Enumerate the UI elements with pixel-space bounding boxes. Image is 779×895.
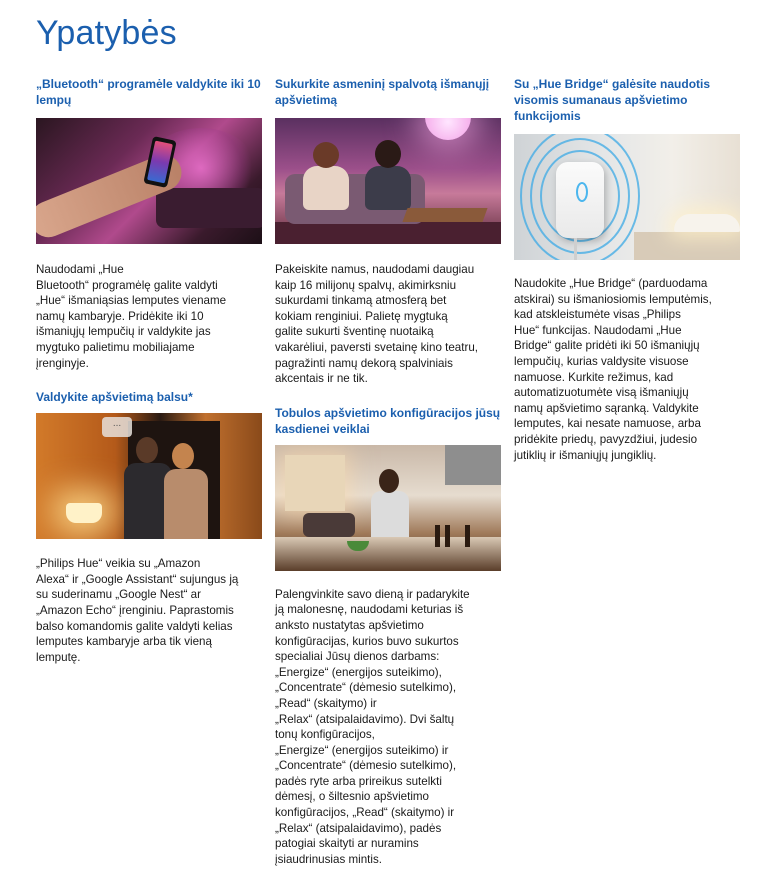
feature-text [275, 587, 503, 868]
text-line: pridėkite priedų, pavyzdžiui, judesio [514, 432, 698, 446]
text-line: namuose. Kurkite režimus, kad [514, 370, 674, 384]
feature-text [514, 276, 742, 463]
text-line: lemputes, kai nesate namuose, arba [514, 417, 701, 431]
feature-image-color [275, 118, 501, 244]
text-line: „Hue“ išmaniąsias lemputes viename [36, 294, 227, 308]
feature-routines [275, 405, 503, 868]
text-line: automatizuotumėte visą išmaniųjų [514, 386, 689, 400]
text-line: akcentais ir ne tik. [275, 372, 368, 386]
column-right [514, 76, 742, 463]
text-line: Bridge“ galite pridėti iki 50 išmaniųjų [514, 339, 700, 353]
feature-bridge [514, 76, 742, 463]
text-line: „Read“ (skaitymo) ir [275, 696, 377, 710]
text-line: balso komandomis galite valdyti kelias [36, 619, 233, 633]
feature-title: Sukurkite asmeninį spalvotą išmanųjį apšvietimą [275, 77, 490, 107]
text-line: lemputę. [36, 650, 81, 664]
text-line: namų kambaryje. Pridėkite iki 10 [36, 309, 204, 323]
text-line: tonų konfigūracijos, [275, 728, 375, 742]
feature-title: Tobulos apšvietimo konfigūracijos jūsų kasdienei veiklai [275, 405, 501, 436]
feature-text [36, 556, 264, 665]
text-line: atskirai) su išmaniosiomis lemputėmis, [514, 292, 712, 306]
text-line: ją malonesnę, naudodami keturias iš [275, 603, 464, 617]
text-line: Alexa“ ir „Google Assistant“ sujungus ją [36, 572, 239, 586]
text-line: Bluetooth“ programėlę galite valdyti [36, 278, 218, 292]
feature-color [275, 76, 503, 387]
text-line: namų apšvietimo sąranką. Valdykite [514, 401, 699, 415]
text-line: „Relax“ (atsipalaidavimo). Dvi šaltų [275, 712, 455, 726]
text-line: įrenginyje. [36, 356, 89, 370]
feature-image-bridge [514, 134, 740, 260]
text-line: patogiai skaityti ar nuramins [275, 837, 419, 851]
text-line: „Relax“ (atsipalaidavimo), padės [275, 821, 442, 835]
feature-text [36, 262, 264, 371]
text-line: kokiam renginiui. Palietę mygtuką [275, 309, 448, 323]
text-line: dėmesį, o šiltesnio apšvietimo [275, 790, 430, 804]
text-line: konfigūracijas, kurios buvo sukurtos [275, 634, 459, 648]
feature-title: „Bluetooth“ programėle valdykite iki 10 lempų [36, 77, 261, 107]
text-line: konfigūracijos, „Read“ (skaitymo) ir [275, 806, 455, 820]
text-line: įsiaudrinusias mintis. [275, 852, 382, 866]
feature-image-voice [36, 413, 262, 539]
text-line: „Philips Hue“ veikia su „Amazon [36, 557, 201, 571]
text-line: Naudokite „Hue Bridge“ (parduodama [514, 277, 708, 290]
text-line: mygtuko palietimu mobiliajame [36, 340, 195, 354]
text-line: galite sukurti šventinę nuotaiką [275, 325, 434, 339]
text-line: Hue“ funkcijas. Naudodami „Hue [514, 323, 682, 337]
text-line: jutiklių ir išmaniųjų jungiklių. [514, 448, 657, 462]
text-line: su suderinamu „Google Nest“ ar [36, 588, 201, 602]
text-line: Palengvinkite savo dieną ir padarykite [275, 587, 470, 601]
feature-image-kitchen [275, 445, 501, 571]
text-line: anksto nustatytas apšvietimo [275, 618, 424, 632]
text-line: lemputes kambaryje arba tik vieną [36, 635, 212, 649]
feature-title: Valdykite apšvietimą balsu* [36, 390, 193, 405]
feature-text [275, 262, 503, 387]
text-line: „Energize“ (energijos suteikimo), [275, 665, 442, 679]
text-line: sukurdami tinkamą atmosferą bet [275, 294, 447, 308]
text-line: specialiai Jūsų dienos darbams: [275, 650, 440, 664]
column-middle [275, 76, 503, 867]
text-line: „Amazon Echo“ įrenginiu. Paprastomis [36, 603, 234, 617]
page-title: Ypatybės [36, 14, 177, 52]
text-line: „Concentrate“ (dėmesio sutelkimo), [275, 681, 457, 695]
text-line: Naudodami „Hue [36, 263, 124, 276]
text-line: kad atskleistumėte visas „Philips [514, 308, 681, 322]
speech-bubble-icon: ... [102, 417, 132, 437]
text-line: vakarėliui, paversti svetainę kino teatru, [275, 340, 478, 354]
text-line: Pakeiskite namus, naudodami daugiau [275, 263, 475, 276]
feature-title: Su „Hue Bridge“ galėsite naudotis visomis sumanaus apšvietimo funkcijomis [514, 77, 711, 123]
column-left [36, 76, 264, 665]
text-line: padės ryte arba prireikus sutelkti [275, 774, 442, 788]
text-line: išmaniųjų lempučių ir valdykite jas [36, 325, 211, 339]
text-line: „Concentrate“ (dėmesio sutelkimo), [275, 759, 457, 773]
feature-bluetooth [36, 76, 264, 371]
text-line: „Energize“ (energijos suteikimo) ir [275, 743, 449, 757]
text-line: pagražinti namų dekorą spalviniais [275, 356, 453, 370]
text-line: kaip 16 milijonų spalvų, akimirksniu [275, 278, 457, 292]
feature-voice [36, 389, 264, 665]
feature-image-bluetooth [36, 118, 262, 244]
text-line: lempučių, kurias valdysite visuose [514, 354, 689, 368]
